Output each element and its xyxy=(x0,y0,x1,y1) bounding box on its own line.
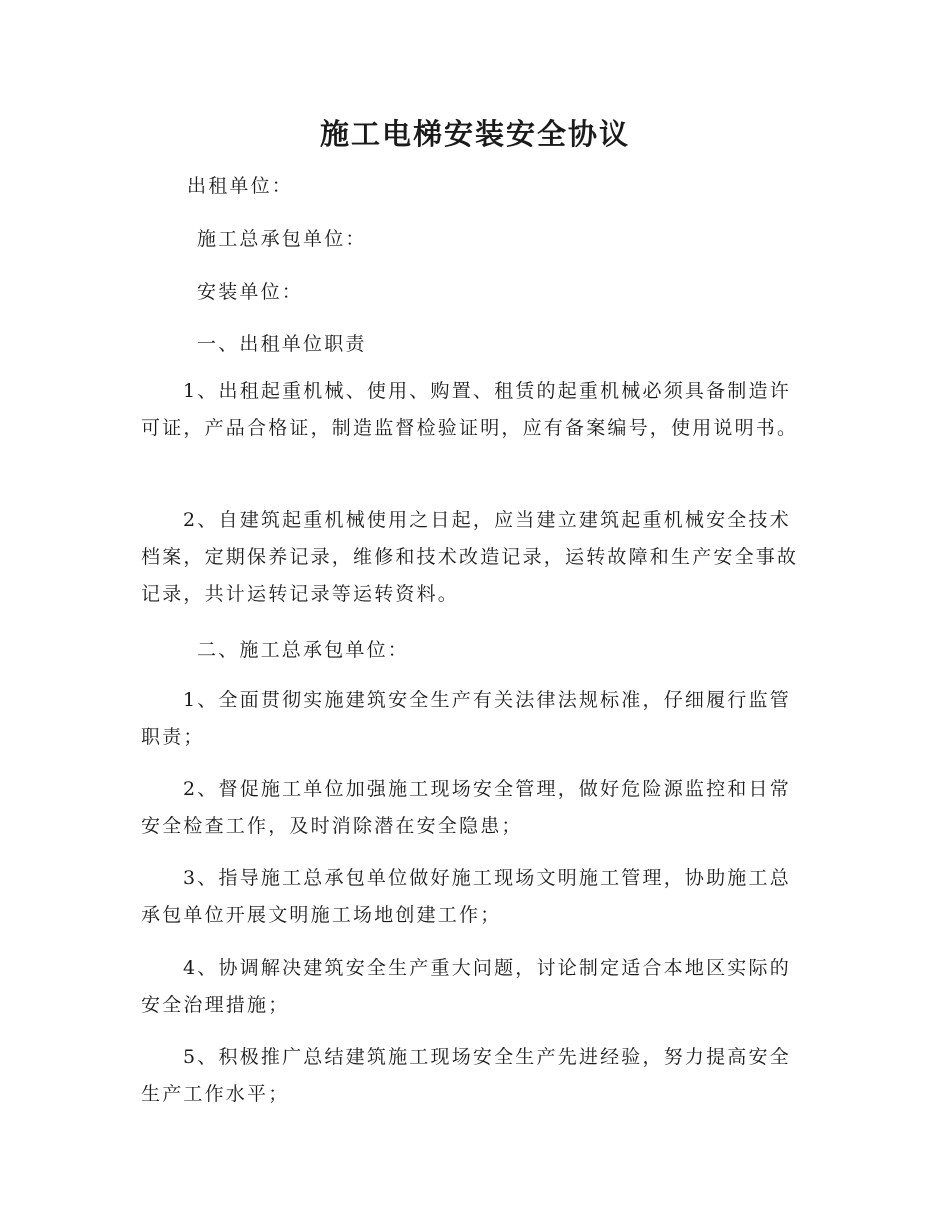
section2-item-2: 2、督促施工单位加强施工现场安全管理，做好危险源监控和日常安全检查工作，及时消除潜在安全隐患； xyxy=(141,778,791,837)
section2-item-4: 4、协调解决建筑安全生产重大问题，讨论制定适合本地区实际的安全治理措施； xyxy=(141,957,791,1016)
section2-item-3: 3、指导施工总承包单位做好施工现场文明施工管理，协助施工总承包单位开展文明施工场地创建工作； xyxy=(141,867,791,926)
document-title: 施工电梯安装安全协议 xyxy=(319,117,630,151)
party-contractor-label: 施工总承包单位： xyxy=(197,228,367,250)
section2-item-5: 5、积极推广总结建筑施工现场安全生产先进经验，努力提高安全生产工作水平； xyxy=(141,1046,791,1105)
section1-item-1: 1、出租起重机械、使用、购置、租赁的起重机械必须具备制造许可证，产品合格证，制造监督检验证明，应有备案编号，使用说明书。 xyxy=(141,380,799,439)
section1-heading: 一、出租单位职责 xyxy=(197,333,367,355)
section2-item-1: 1、全面贯彻实施建筑安全生产有关法律法规标准，仔细履行监管职责； xyxy=(141,689,791,748)
section1-item-2: 2、自建筑起重机械使用之日起，应当建立建筑起重机械安全技术档案，定期保养记录，维修和技术改造记录，运转故障和生产安全事故记录，共计运转记录等运转资料。 xyxy=(141,509,799,605)
party-lessor-label: 出租单位： xyxy=(187,175,294,197)
section2-heading: 二、施工总承包单位： xyxy=(197,639,410,661)
party-installer-label: 安装单位： xyxy=(197,281,304,303)
